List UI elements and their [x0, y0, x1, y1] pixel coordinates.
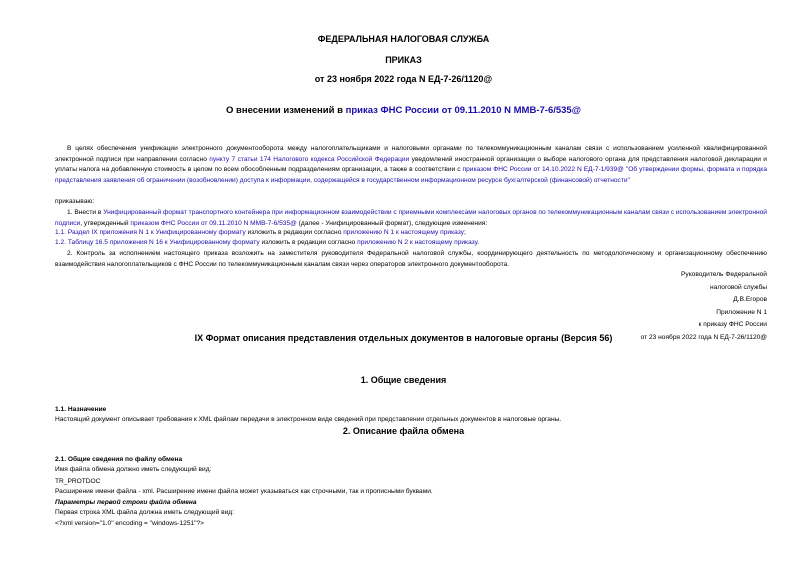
tax-code-link[interactable]: пункту 7 статьи 174 Налогового кодекса Российской Федерации	[209, 155, 410, 163]
file-name-value: TR_PROTDOC	[55, 478, 101, 485]
item-1	[55, 208, 767, 229]
preamble-text-1: В целях обеспечения унификации электронного документооборота между налогоплательщиками и налоговыми органами по телекоммуникационным каналам связи с использованием усиленной квалифицированной электронной подписи при направлении согласно	[55, 145, 767, 163]
table-16-5-link[interactable]: 1.2. Таблицу 16.5 приложения N 16 к Унифицированному формату	[55, 239, 260, 246]
agency-heading: ФЕДЕРАЛЬНАЯ НАЛОГОВАЯ СЛУЖБА	[317, 34, 490, 44]
xml-declaration: <?xml version="1.0" encoding = "windows-1251"?>	[55, 520, 205, 527]
file-extension-text: Расширение имени файла - xml. Расширение имени файла может указываться как строчными, так и прописными буквами.	[55, 488, 433, 495]
preamble-text-2: уведомлений иностранной организации о выборе налогового органа для представления налоговой декларации и уплаты налога на добавленную стоимость в целом по всем обособленным подразделениям организации, а также в соответствии с	[55, 155, 767, 174]
appendix-to-order: к приказу ФНС России	[698, 321, 767, 329]
item-1-1-end: ;	[463, 229, 466, 236]
section-ix-title: IX Формат описания представления отдельных документов в налоговые органы (Версия 56)	[194, 333, 613, 343]
item-1-2-end: .	[477, 239, 480, 246]
fns-order-link[interactable]: приказом ФНС России от 14.10.2022 N ЕД-7-1/939@ "Об утверждении формы, формата и порядка представления заявления об ограничении (возобновлении) доступа к информации, содержащейся в государственном информационном ресурсе бухгалтерской (финансовой) отчетности"	[55, 166, 767, 184]
document-title-prefix: О внесении изменений в	[226, 105, 346, 116]
file-name-intro: Имя файла обмена должно иметь следующий вид:	[55, 466, 212, 473]
order-date-number: от 23 ноября 2022 года N ЕД-7-26/1120@	[314, 74, 493, 84]
unified-format-link[interactable]: Унифицированный формат транспортного контейнера при информационном взаимодействии с приемными комплексами налоговых органов по телекоммуникационным каналам связи с использованием электронной подписи	[55, 209, 767, 227]
item-1-1-mid: изложить в редакции согласно	[245, 229, 344, 236]
purpose-subheading: 1.1. Назначение	[55, 406, 107, 413]
first-line-intro: Первая строка XML файла должна иметь следующий вид:	[55, 509, 234, 516]
document-title	[0, 105, 807, 116]
appendix-2-link[interactable]: приложению N 2 к настоящему приказу	[357, 239, 478, 246]
fns-order-535-link[interactable]: приказом ФНС России от 09.11.2010 N ММВ-7-6/535@	[130, 219, 297, 227]
signature-name: Д.В.Егоров	[733, 296, 767, 304]
signature-service: налоговой службы	[710, 283, 767, 291]
exchange-file-subheading: 2.1. Общие сведения по файлу обмена	[55, 456, 183, 463]
item-1-text-pre: 1. Внести в	[67, 209, 104, 216]
item-1-text-post: (далее - Унифицированный формат), следующие изменения:	[296, 219, 488, 227]
appendix-1-link[interactable]: приложению N 1 к настоящему приказу	[343, 229, 464, 236]
appendix-number: Приложение N 1	[716, 308, 767, 316]
item-1-1	[55, 229, 466, 236]
exchange-file-heading: 2. Описание файла обмена	[342, 426, 465, 436]
item-1-text-mid: , утвержденный	[80, 219, 131, 227]
signature-position: Руководитель Федеральной	[681, 271, 767, 278]
item-1-2-mid: изложить в редакции согласно	[259, 239, 358, 246]
general-info-heading: 1. Общие сведения	[360, 375, 447, 385]
appendix-date: от 23 ноября 2022 года N ЕД-7-26/1120@	[640, 333, 767, 341]
purpose-text: Настоящий документ описывает требования к XML файлам передачи в электронном виде сведений при представлении отдельных документов в налоговые органы.	[55, 416, 562, 423]
first-line-params-heading: Параметры первой строки файла обмена	[55, 499, 197, 506]
item-1-2	[55, 239, 479, 246]
preamble-paragraph	[55, 144, 767, 186]
section-ix-link[interactable]: 1.1. Раздел IX приложения N 1 к Унифицированному формату	[55, 229, 246, 236]
order-heading: ПРИКАЗ	[385, 55, 422, 65]
document-title-link[interactable]: приказ ФНС России от 09.11.2010 N ММВ-7-6/535@	[345, 105, 581, 116]
item-2: 2. Контроль за исполнением настоящего приказа возложить на заместителя руководителя Федеральной налоговой службы, координирующего деятельность по методологическому и организационному обеспечению взаимодействия налогоплательщиков с ФНС России по телекоммуникационным каналам связи через операторов электронного документооборота.	[55, 250, 767, 268]
order-word: приказываю:	[55, 198, 95, 205]
